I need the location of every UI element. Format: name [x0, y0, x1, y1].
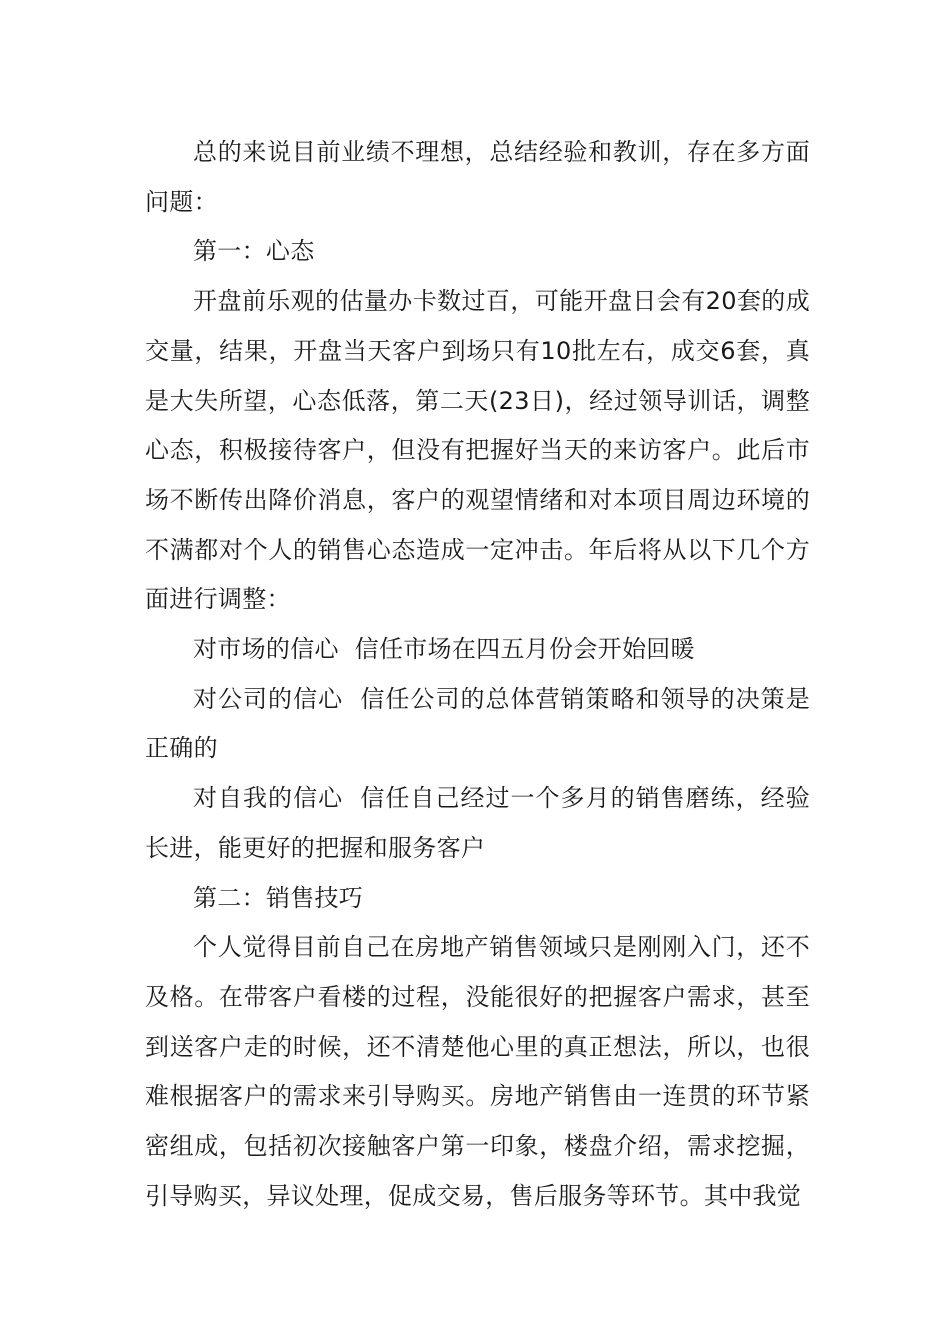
paragraph-sales-skills: 个人觉得目前自己在房地产销售领域只是刚刚入门，还不及格。在带客户看楼的过程，没能很好的把握客户需求，甚至到送客户走的时候，还不清楚他心里的真正想法，所以，也很难根据客户的需求来引导购买。房地产销售由一连贯的环节紧密组成，包括初次接触客户第一印象，楼盘介绍，需求挖掘，引导购买，异议处理，促成交易，售后服务等环节。其中我觉 [145, 933, 810, 1210]
document-body [145, 128, 810, 1221]
heading-sales-skills: 第二：销售技巧 [193, 883, 364, 912]
paragraph-summary: 总的来说目前业绩不理想，总结经验和教训，存在多方面问题： [145, 138, 810, 216]
paragraph-mindset: 开盘前乐观的估量办卡数过百，可能开盘日会有20套的成交量，结果，开盘当天客户到场只有10批左右，成交6套，真是大失所望，心态低落，第二天(23日)，经过领导训话，调整心态，积极接待客户，但没有把握好当天的来访客户。此后市场不断传出降价消息，客户的观望情绪和对本项目周边环境的不满都对个人的销售心态造成一定冲击。年后将从以下几个方面进行调整： [145, 287, 810, 614]
heading-mindset: 第一：心态 [193, 237, 315, 266]
paragraph-self-confidence: 对自我的信心 信任自己经过一个多月的销售磨练，经验长进，能更好的把握和服务客户 [145, 784, 810, 862]
paragraph-company-confidence: 对公司的信心 信任公司的总体营销策略和领导的决策是正确的 [145, 684, 810, 763]
paragraph-market-confidence: 对市场的信心 信任市场在四五月份会开始回暖 [193, 635, 695, 664]
